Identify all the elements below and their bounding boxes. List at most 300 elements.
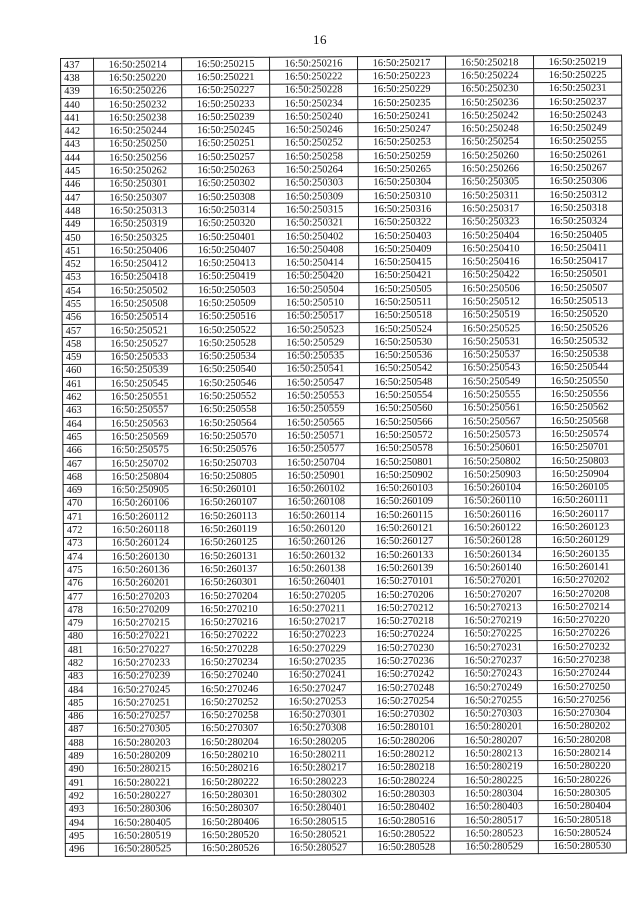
cadastral-number-cell: 16:50:250227 [182,84,270,98]
cadastral-number-cell: 16:50:280301 [186,789,274,803]
cadastral-number-cell: 16:50:260105 [536,481,624,495]
cadastral-number-cell: 16:50:250510 [271,296,359,310]
cadastral-number-cell: 16:50:250525 [447,322,535,336]
cadastral-number-cell: 16:50:250232 [94,98,182,112]
cadastral-number-cell: 16:50:250313 [94,204,182,218]
cadastral-number-cell: 16:50:280406 [186,815,274,829]
cadastral-number-cell: 16:50:250508 [95,297,183,311]
cadastral-number-cell: 16:50:250251 [182,137,270,151]
cadastral-number-cell: 16:50:260112 [96,510,184,524]
cadastral-number-cell: 16:50:250546 [183,376,271,390]
cadastral-number-cell: 16:50:260129 [536,534,624,548]
cadastral-number-cell: 16:50:250570 [184,430,272,444]
cadastral-number-cell: 16:50:250524 [359,322,447,336]
row-number: 491 [65,776,98,789]
cadastral-number-cell: 16:50:250246 [270,123,358,137]
cadastral-number-cell: 16:50:250703 [184,456,272,470]
row-number: 460 [62,364,95,377]
cadastral-number-cell: 16:50:250417 [535,255,623,269]
table-row [65,840,626,857]
cadastral-number-cell: 16:50:250528 [183,336,271,350]
cadastral-number-cell: 16:50:250319 [94,217,182,231]
cadastral-number-cell: 16:50:270229 [273,642,361,656]
cadastral-number-cell: 16:50:250308 [182,190,270,204]
cadastral-number-cell: 16:50:260107 [184,496,272,510]
cadastral-number-cell: 16:50:250312 [534,188,622,202]
cadastral-number-cell: 16:50:250311 [446,189,534,203]
cadastral-number-cell: 16:50:260138 [273,562,361,576]
cadastral-number-cell: 16:50:270203 [97,590,185,604]
cadastral-number-cell: 16:50:250536 [359,349,447,363]
cadastral-number-cell: 16:50:250544 [535,361,623,375]
cadastral-number-cell: 16:50:270236 [361,654,449,668]
cadastral-number-cell: 16:50:250555 [448,388,536,402]
cadastral-number-cell: 16:50:250526 [535,321,623,335]
cadastral-number-cell: 16:50:250511 [359,295,447,309]
cadastral-number-cell: 16:50:270251 [97,696,185,710]
row-number: 478 [64,603,97,616]
cadastral-number-cell: 16:50:250527 [95,337,183,351]
cadastral-number-cell: 16:50:260401 [273,575,361,589]
cadastral-number-cell: 16:50:270207 [449,587,537,601]
cadastral-number-cell: 16:50:280224 [362,774,450,788]
cadastral-number-cell: 16:50:260141 [537,560,625,574]
cadastral-number-cell: 16:50:250577 [272,442,360,456]
cadastral-number-cell: 16:50:280205 [274,735,362,749]
cadastral-number-cell: 16:50:250901 [272,469,360,483]
cadastral-number-cell: 16:50:260114 [272,509,360,523]
row-number: 453 [62,271,95,284]
cadastral-number-cell: 16:50:280215 [98,762,186,776]
cadastral-number-cell: 16:50:250304 [358,176,446,190]
cadastral-number-cell: 16:50:280302 [274,788,362,802]
cadastral-number-cell: 16:50:260116 [448,508,536,522]
row-number: 470 [63,497,96,510]
cadastral-number-cell: 16:50:280216 [186,762,274,776]
cadastral-number-cell: 16:50:250239 [182,110,270,124]
cadastral-number-cell: 16:50:250522 [183,323,271,337]
row-number: 463 [63,404,96,417]
row-number: 489 [65,750,98,763]
cadastral-number-cell: 16:50:280212 [362,748,450,762]
cadastral-number-cell: 16:50:250224 [446,69,534,83]
row-number: 454 [62,284,95,297]
cadastral-number-cell: 16:50:250421 [359,269,447,283]
cadastral-number-cell: 16:50:260117 [536,507,624,521]
cadastral-number-cell: 16:50:260140 [449,561,537,575]
row-number: 438 [61,72,94,85]
cadastral-number-cell: 16:50:250218 [445,56,533,70]
cadastral-number-cell: 16:50:250540 [183,363,271,377]
cadastral-number-cell: 16:50:250559 [272,402,360,416]
cadastral-number-cell: 16:50:250411 [535,241,623,255]
cadastral-number-cell: 16:50:280220 [538,760,626,774]
cadastral-number-cell: 16:50:250549 [447,375,535,389]
cadastral-number-cell: 16:50:260118 [96,523,184,537]
cadastral-number-cell: 16:50:270233 [97,656,185,670]
cadastral-number-cell: 16:50:250904 [536,467,624,481]
cadastral-number-cell: 16:50:260201 [97,576,185,590]
cadastral-number-cell: 16:50:250563 [96,417,184,431]
cadastral-number-cell: 16:50:270248 [361,681,449,695]
cadastral-number-cell: 16:50:270232 [537,640,625,654]
cadastral-number-cell: 16:50:280218 [362,761,450,775]
cadastral-number-cell: 16:50:270208 [537,587,625,601]
cadastral-number-cell: 16:50:250556 [536,387,624,401]
row-number: 487 [65,723,98,736]
cadastral-number-cell: 16:50:270224 [361,628,449,642]
cadastral-number-cell: 16:50:250704 [272,456,360,470]
cadastral-number-cell: 16:50:270212 [361,601,449,615]
cadastral-number-cell: 16:50:250310 [358,189,446,203]
cadastral-number-cell: 16:50:270237 [449,654,537,668]
cadastral-number-cell: 16:50:280204 [186,735,274,749]
cadastral-number-cell: 16:50:280219 [450,760,538,774]
row-number: 468 [63,470,96,483]
row-number: 450 [62,231,95,244]
cadastral-number-cell: 16:50:260128 [448,534,536,548]
cadastral-number-cell: 16:50:250223 [358,69,446,83]
row-number: 467 [63,457,96,470]
cadastral-number-cell: 16:50:260135 [536,547,624,561]
cadastral-number-cell: 16:50:260111 [536,494,624,508]
cadastral-number-cell: 16:50:260102 [272,482,360,496]
cadastral-number-cell: 16:50:250568 [536,414,624,428]
row-number: 494 [65,816,98,829]
row-number: 465 [63,431,96,444]
cadastral-number-cell: 16:50:250533 [95,350,183,364]
cadastral-number-cell: 16:50:250520 [535,308,623,322]
cadastral-number-cell: 16:50:250409 [359,242,447,256]
cadastral-number-cell: 16:50:270235 [273,655,361,669]
cadastral-number-cell: 16:50:280529 [450,840,538,854]
cadastral-number-cell: 16:50:250557 [96,403,184,417]
cadastral-number-cell: 16:50:250315 [270,203,358,217]
cadastral-number-cell: 16:50:250537 [447,348,535,362]
cadastral-number-cell: 16:50:280213 [450,747,538,761]
cadastral-number-cell: 16:50:250554 [360,389,448,403]
row-number: 449 [61,218,94,231]
row-number: 471 [63,510,96,523]
row-number: 495 [65,829,98,842]
cadastral-number-cell: 16:50:280526 [186,842,274,856]
cadastral-number-cell: 16:50:250325 [95,231,183,245]
cadastral-number-cell: 16:50:250233 [182,97,270,111]
cadastral-number-cell: 16:50:250229 [358,83,446,97]
cadastral-number-cell: 16:50:280211 [274,748,362,762]
cadastral-number-cell: 16:50:280524 [538,826,626,840]
cadastral-number-cell: 16:50:250255 [534,135,622,149]
cadastral-number-cell: 16:50:250518 [359,309,447,323]
cadastral-number-cell: 16:50:250316 [358,202,446,216]
cadastral-number-cell: 16:50:250258 [270,150,358,164]
row-number: 443 [61,138,94,151]
cadastral-number-cell: 16:50:260301 [185,576,273,590]
cadastral-number-cell: 16:50:280207 [450,734,538,748]
cadastral-number-cell: 16:50:250243 [534,108,622,122]
cadastral-number-cell: 16:50:250267 [534,161,622,175]
cadastral-number-cell: 16:50:280226 [538,773,626,787]
cadastral-number-cell: 16:50:280522 [362,827,450,841]
cadastral-number-cell: 16:50:250416 [447,255,535,269]
cadastral-number-cell: 16:50:250261 [534,148,622,162]
cadastral-number-cell: 16:50:250547 [271,376,359,390]
cadastral-number-cell: 16:50:250565 [272,416,360,430]
cadastral-number-cell: 16:50:250576 [184,443,272,457]
cadastral-number-cell: 16:50:250418 [95,271,183,285]
cadastral-number-cell: 16:50:270255 [449,694,537,708]
cadastral-number-cell: 16:50:250407 [183,243,271,257]
cadastral-number-cell: 16:50:250231 [534,82,622,96]
cadastral-number-cell: 16:50:260104 [448,481,536,495]
row-number: 480 [64,630,97,643]
cadastral-number-cell: 16:50:260137 [185,562,273,576]
cadastral-number-cell: 16:50:270250 [537,680,625,694]
cadastral-number-cell: 16:50:250569 [96,430,184,444]
cadastral-number-cell: 16:50:250226 [94,84,182,98]
cadastral-number-cell: 16:50:280203 [98,736,186,750]
cadastral-number-cell: 16:50:250240 [270,110,358,124]
cadastral-number-cell: 16:50:250414 [271,256,359,270]
cadastral-number-cell: 16:50:250566 [360,415,448,429]
cadastral-number-cell: 16:50:250506 [447,282,535,296]
cadastral-number-cell: 16:50:250542 [359,362,447,376]
cadastral-number-cell: 16:50:250903 [448,468,536,482]
cadastral-number-cell: 16:50:250512 [447,295,535,309]
cadastral-number-cell: 16:50:280201 [450,720,538,734]
cadastral-number-cell: 16:50:250221 [182,71,270,85]
cadastral-number-cell: 16:50:280307 [186,802,274,816]
cadastral-number-cell: 16:50:250530 [359,335,447,349]
cadastral-number-cell: 16:50:250422 [447,268,535,282]
cadastral-numbers-table [60,55,627,857]
cadastral-number-cell: 16:50:280223 [274,775,362,789]
cadastral-number-cell: 16:50:270214 [537,600,625,614]
cadastral-number-cell: 16:50:250501 [535,268,623,282]
cadastral-number-cell: 16:50:250509 [183,297,271,311]
cadastral-number-cell: 16:50:250324 [534,215,622,229]
cadastral-number-cell: 16:50:270216 [185,616,273,630]
cadastral-number-cell: 16:50:280210 [186,749,274,763]
cadastral-number-cell: 16:50:260132 [273,549,361,563]
cadastral-number-cell: 16:50:250413 [183,257,271,271]
row-number: 447 [61,191,94,204]
cadastral-number-cell: 16:50:250257 [182,150,270,164]
cadastral-number-cell: 16:50:270238 [537,653,625,667]
cadastral-number-cell: 16:50:260108 [272,495,360,509]
cadastral-number-cell: 16:50:250550 [535,374,623,388]
cadastral-number-cell: 16:50:270243 [449,667,537,681]
cadastral-number-cell: 16:50:260139 [361,561,449,575]
row-number: 474 [64,550,97,563]
cadastral-number-cell: 16:50:270308 [274,722,362,736]
cadastral-number-cell: 16:50:270101 [361,575,449,589]
row-number: 488 [65,736,98,749]
cadastral-number-cell: 16:50:260120 [272,522,360,536]
cadastral-number-cell: 16:50:250503 [183,283,271,297]
row-number: 445 [61,165,94,178]
cadastral-number-cell: 16:50:250543 [447,361,535,375]
cadastral-number-cell: 16:50:250513 [535,294,623,308]
cadastral-number-cell: 16:50:280515 [274,815,362,829]
cadastral-number-cell: 16:50:250412 [95,257,183,271]
cadastral-number-cell: 16:50:250242 [446,109,534,123]
cadastral-number-cell: 16:50:270220 [537,614,625,628]
cadastral-number-cell: 16:50:250264 [270,163,358,177]
cadastral-number-cell: 16:50:260115 [360,508,448,522]
cadastral-number-cell: 16:50:250801 [360,455,448,469]
cadastral-number-cell: 16:50:280101 [362,721,450,735]
cadastral-number-cell: 16:50:260121 [360,522,448,536]
cadastral-number-cell: 16:50:250253 [358,136,446,150]
cadastral-number-cell: 16:50:250404 [447,228,535,242]
cadastral-number-cell: 16:50:250415 [359,256,447,270]
cadastral-number-cell: 16:50:250410 [447,242,535,256]
cadastral-number-cell: 16:50:250249 [534,122,622,136]
cadastral-number-cell: 16:50:250247 [358,123,446,137]
cadastral-number-cell: 16:50:250564 [184,416,272,430]
cadastral-number-cell: 16:50:270228 [185,642,273,656]
cadastral-number-cell: 16:50:270240 [185,669,273,683]
cadastral-number-cell: 16:50:260113 [184,509,272,523]
cadastral-number-cell: 16:50:280304 [450,787,538,801]
cadastral-number-cell: 16:50:270213 [449,601,537,615]
cadastral-number-cell: 16:50:250238 [94,111,182,125]
cadastral-number-cell: 16:50:250535 [271,349,359,363]
row-number: 483 [64,670,97,683]
cadastral-number-cell: 16:50:250803 [536,454,624,468]
cadastral-number-cell: 16:50:250266 [446,162,534,176]
cadastral-number-cell: 16:50:250561 [448,401,536,415]
row-number: 452 [62,258,95,271]
cadastral-number-cell: 16:50:250553 [272,389,360,403]
cadastral-number-cell: 16:50:280530 [538,840,626,854]
cadastral-number-cell: 16:50:270256 [537,693,625,707]
cadastral-number-cell: 16:50:250514 [95,310,183,324]
cadastral-number-cell: 16:50:280517 [450,814,538,828]
cadastral-number-cell: 16:50:250516 [183,310,271,324]
cadastral-number-cell: 16:50:250236 [446,95,534,109]
cadastral-number-cell: 16:50:260123 [536,520,624,534]
cadastral-number-cell: 16:50:250541 [271,363,359,377]
cadastral-number-cell: 16:50:250214 [94,58,182,72]
row-number: 496 [65,843,98,856]
cadastral-number-cell: 16:50:250502 [95,284,183,298]
cadastral-number-cell: 16:50:250560 [360,402,448,416]
row-number: 456 [62,311,95,324]
cadastral-number-cell: 16:50:250532 [535,334,623,348]
cadastral-number-cell: 16:50:270231 [449,641,537,655]
row-number: 440 [61,98,94,111]
cadastral-number-cell: 16:50:250219 [533,55,621,69]
cadastral-number-cell: 16:50:280206 [362,734,450,748]
cadastral-number-cell: 16:50:260124 [96,536,184,550]
row-number: 472 [63,524,96,537]
cadastral-number-cell: 16:50:250571 [272,429,360,443]
cadastral-number-cell: 16:50:280520 [186,828,274,842]
cadastral-number-cell: 16:50:270305 [98,723,186,737]
row-number: 493 [65,803,98,816]
row-number: 481 [64,643,97,656]
cadastral-number-cell: 16:50:250248 [446,122,534,136]
cadastral-number-cell: 16:50:250562 [536,401,624,415]
cadastral-number-cell: 16:50:250521 [95,324,183,338]
cadastral-number-cell: 16:50:270249 [449,681,537,695]
cadastral-number-cell: 16:50:250305 [446,175,534,189]
row-number: 448 [61,205,94,218]
cadastral-number-cell: 16:50:270219 [449,614,537,628]
cadastral-number-cell: 16:50:270222 [185,629,273,643]
cadastral-number-cell: 16:50:270245 [97,683,185,697]
cadastral-number-cell: 16:50:250701 [536,441,624,455]
row-number: 457 [62,324,95,337]
row-number: 455 [62,298,95,311]
cadastral-number-cell: 16:50:250252 [270,136,358,150]
cadastral-number-cell: 16:50:270217 [273,615,361,629]
cadastral-number-cell: 16:50:280306 [98,802,186,816]
cadastral-number-cell: 16:50:250225 [534,68,622,82]
cadastral-number-cell: 16:50:270225 [449,627,537,641]
cadastral-number-cell: 16:50:270301 [273,708,361,722]
cadastral-number-cell: 16:50:250507 [535,281,623,295]
cadastral-number-cell: 16:50:280227 [98,789,186,803]
cadastral-number-cell: 16:50:250250 [94,138,182,152]
row-number: 479 [64,617,97,630]
cadastral-number-cell: 16:50:250234 [270,97,358,111]
cadastral-number-cell: 16:50:250572 [360,428,448,442]
cadastral-number-cell: 16:50:250573 [448,428,536,442]
row-number: 439 [61,85,94,98]
cadastral-number-cell: 16:50:250401 [183,230,271,244]
cadastral-number-cell: 16:50:280519 [98,829,186,843]
cadastral-number-cell: 16:50:270204 [185,589,273,603]
cadastral-number-cell: 16:50:270303 [449,707,537,721]
cadastral-number-cell: 16:50:280405 [98,816,186,830]
cadastral-number-cell: 16:50:250323 [446,215,534,229]
cadastral-number-cell: 16:50:250805 [184,469,272,483]
row-number: 492 [65,790,98,803]
cadastral-number-cell: 16:50:270258 [185,709,273,723]
row-number: 477 [64,590,97,603]
cadastral-number-cell: 16:50:260136 [97,563,185,577]
cadastral-number-cell: 16:50:250317 [446,202,534,216]
cadastral-number-cell: 16:50:260109 [360,495,448,509]
cadastral-number-cell: 16:50:270241 [273,668,361,682]
cadastral-number-cell: 16:50:250216 [269,57,357,71]
cadastral-number-cell: 16:50:250551 [96,390,184,404]
cadastral-number-cell: 16:50:250309 [270,190,358,204]
cadastral-number-cell: 16:50:260101 [184,483,272,497]
page-number: 16 [313,32,327,47]
row-number: 451 [62,244,95,257]
cadastral-number-cell: 16:50:250578 [360,442,448,456]
cadastral-number-cell: 16:50:280528 [362,841,450,855]
cadastral-number-cell: 16:50:250545 [95,377,183,391]
cadastral-number-cell: 16:50:250306 [534,175,622,189]
cadastral-number-cell: 16:50:250318 [534,201,622,215]
cadastral-number-cell: 16:50:250804 [96,470,184,484]
row-number: 459 [62,351,95,364]
cadastral-number-cell: 16:50:250263 [182,164,270,178]
cadastral-number-cell: 16:50:250905 [96,483,184,497]
cadastral-number-cell: 16:50:270205 [273,589,361,603]
cadastral-number-cell: 16:50:250230 [446,82,534,96]
cadastral-number-cell: 16:50:280225 [450,774,538,788]
row-number: 475 [64,564,97,577]
row-number: 446 [61,178,94,191]
row-number: 482 [64,657,97,670]
row-number: 466 [63,444,96,457]
